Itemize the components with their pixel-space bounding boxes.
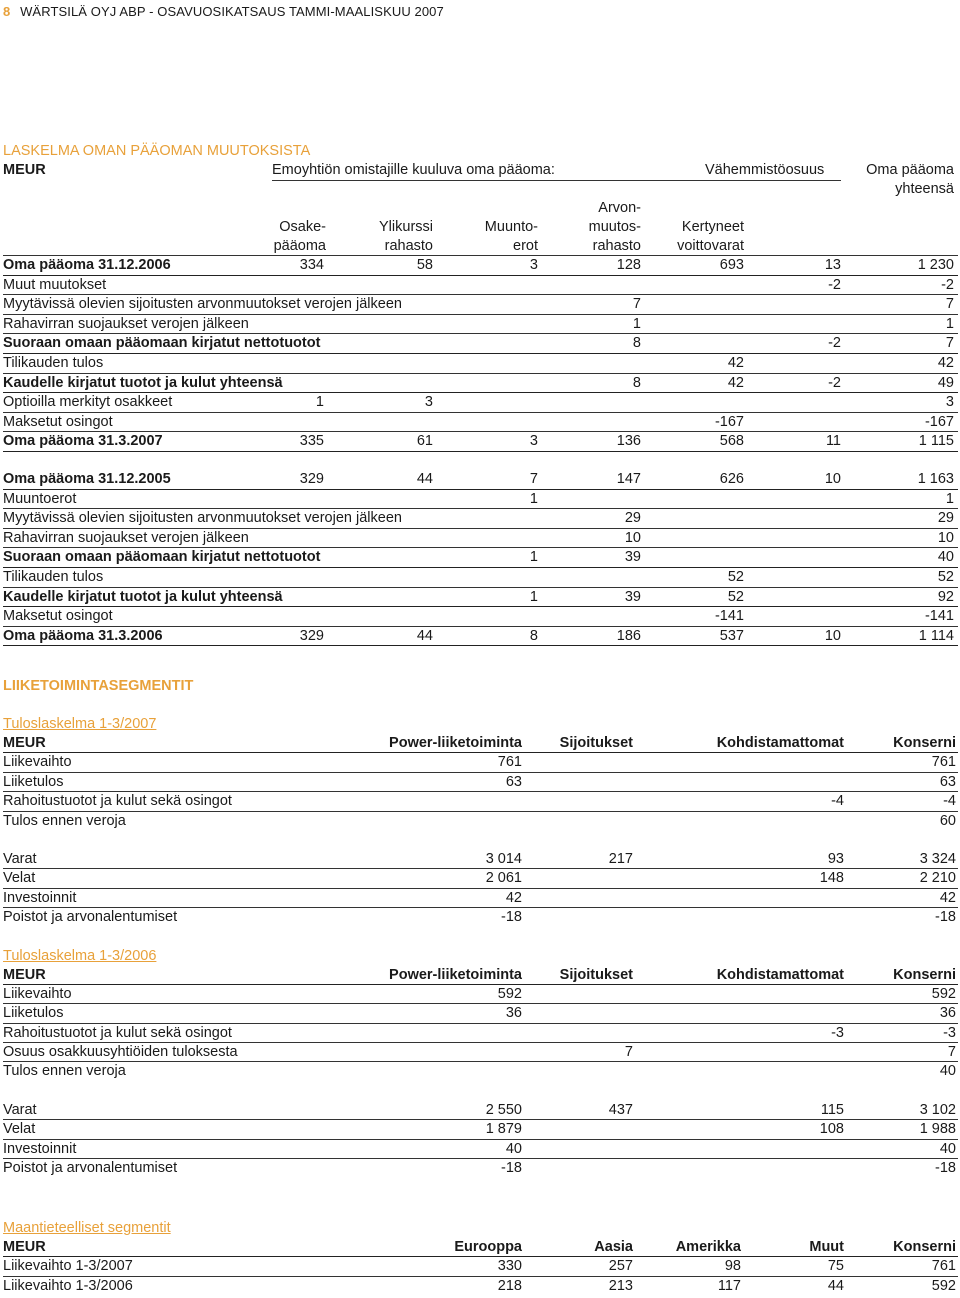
equity-row xyxy=(3,393,958,413)
equity-row xyxy=(3,354,958,374)
cell-value: 39 xyxy=(624,549,641,566)
equity-row xyxy=(3,432,958,452)
row-label: Oma pääoma 31.3.2007 xyxy=(3,433,163,450)
cell-value: -2 xyxy=(941,276,954,293)
cell-value: 8 xyxy=(529,627,538,644)
equity-row xyxy=(3,256,958,276)
cell-value: 92 xyxy=(937,588,954,605)
table-spacer xyxy=(3,696,958,715)
cell-value: -2 xyxy=(828,335,841,352)
row-label: Kaudelle kirjatut tuotot ja kulut yhteensä xyxy=(3,374,283,391)
equity-row xyxy=(3,548,958,568)
geo-subtitle: Maantieteelliset segmentit xyxy=(3,1220,171,1236)
meur-label: MEUR xyxy=(3,162,46,178)
cell-value: -18 xyxy=(935,909,956,926)
equity-title: LASKELMA OMAN PÄÄOMAN MUUTOKSISTA xyxy=(3,143,311,159)
cell-value: 537 xyxy=(719,627,744,644)
equity-row xyxy=(3,568,958,588)
segment-row xyxy=(3,812,958,831)
cell-value: 36 xyxy=(939,1005,956,1022)
meur-label: MEUR xyxy=(3,1239,46,1255)
row-label: Varat xyxy=(3,1101,37,1118)
cell-value: 108 xyxy=(819,1121,844,1138)
cell-value: 1 xyxy=(529,588,538,605)
segment-row xyxy=(3,773,958,792)
group-minority-label: Vähemmistöosuus xyxy=(705,162,825,178)
cell-value: 1 879 xyxy=(485,1121,522,1138)
column-header: Amerikka xyxy=(675,1239,741,1255)
segment-row xyxy=(3,850,958,869)
segment-row xyxy=(3,1043,958,1062)
cell-value: 40 xyxy=(939,1140,956,1157)
cell-value: -3 xyxy=(831,1024,844,1041)
row-label: Liikevaihto xyxy=(3,985,72,1002)
cell-value: 52 xyxy=(727,568,744,585)
row-label: Oma pääoma 31.3.2006 xyxy=(3,627,163,644)
col-share-capital-2: pääoma xyxy=(273,238,326,254)
cell-value: 29 xyxy=(624,510,641,527)
row-label: Oma pääoma 31.12.2005 xyxy=(3,470,171,487)
col-fair-value-3: rahasto xyxy=(592,238,641,254)
cell-value: -2 xyxy=(828,276,841,293)
cell-value: 218 xyxy=(497,1277,522,1294)
row-label: Tulos ennen veroja xyxy=(3,812,126,829)
row-label: Velat xyxy=(3,1121,36,1138)
segment-row xyxy=(3,985,958,1004)
row-label: Tilikauden tulos xyxy=(3,568,104,585)
cell-value: 1 xyxy=(945,315,954,332)
cell-value: 63 xyxy=(505,773,522,790)
row-label: Varat xyxy=(3,850,37,867)
cell-value: 1 xyxy=(529,490,538,507)
column-header: Aasia xyxy=(594,1239,633,1255)
row-label: Tulos ennen veroja xyxy=(3,1063,126,1080)
col-translation-1: Muunto- xyxy=(484,219,538,235)
meur-label: MEUR xyxy=(3,735,46,751)
segment-row xyxy=(3,908,958,927)
cell-value: -18 xyxy=(501,1160,522,1177)
cell-value: 2 210 xyxy=(919,870,956,887)
running-title: WÄRTSILÄ OYJ ABP - OSAVUOSIKATSAUS TAMMI-MAALISKUU 2007 xyxy=(20,4,444,19)
running-header xyxy=(3,4,444,19)
segment-row xyxy=(3,1024,958,1043)
equity-row xyxy=(3,334,958,354)
segment-header-row xyxy=(3,734,958,753)
equity-row xyxy=(3,529,958,549)
segment-header-row xyxy=(3,966,958,985)
meur-label: MEUR xyxy=(3,966,46,983)
equity-rows-2006 xyxy=(3,470,958,646)
cell-value: 52 xyxy=(937,568,954,585)
cell-value: 2 061 xyxy=(485,870,522,887)
row-label: Maksetut osingot xyxy=(3,413,113,430)
cell-value: 13 xyxy=(824,257,841,273)
row-label: Kaudelle kirjatut tuotot ja kulut yhteensä xyxy=(3,588,283,605)
cell-value: 3 xyxy=(529,257,538,273)
row-label: Velat xyxy=(3,870,36,887)
equity-row xyxy=(3,276,958,296)
cell-value: -167 xyxy=(714,413,744,430)
cell-value: 1 xyxy=(529,549,538,566)
cell-value: 10 xyxy=(824,470,841,487)
row-label: Tilikauden tulos xyxy=(3,354,104,371)
cell-value: 1 988 xyxy=(919,1121,956,1138)
row-label: Liikevaihto 1-3/2007 xyxy=(3,1258,133,1275)
row-label: Myytävissä olevien sijoitusten arvonmuutokset verojen jälkeen xyxy=(3,296,402,313)
segment-row xyxy=(3,1101,958,1120)
cell-value: 29 xyxy=(937,510,954,527)
equity-row xyxy=(3,470,958,490)
segment-row xyxy=(3,1159,958,1178)
section-gap xyxy=(3,452,958,470)
cell-value: 1 114 xyxy=(918,627,954,644)
cell-value: 7 xyxy=(945,296,954,313)
header-divider-minority xyxy=(705,180,841,181)
segments-title: LIIKETOIMINTASEGMENTIT xyxy=(3,678,194,694)
cell-value: -18 xyxy=(501,909,522,926)
row-label: Liiketulos xyxy=(3,1005,64,1022)
cell-value: 44 xyxy=(416,470,433,487)
cell-value: 40 xyxy=(937,549,954,566)
cell-value: 186 xyxy=(616,627,641,644)
segment-subtitle: Tuloslaskelma 1-3/2007 xyxy=(3,716,157,732)
cell-value: 257 xyxy=(608,1258,633,1275)
cell-value: 592 xyxy=(931,1277,956,1294)
equity-row xyxy=(3,607,958,627)
segment-row xyxy=(3,1140,958,1159)
cell-value: 11 xyxy=(825,433,841,450)
cell-value: 437 xyxy=(608,1101,633,1118)
cell-value: 36 xyxy=(505,1005,522,1022)
col-retained-1: Kertyneet xyxy=(681,219,744,235)
column-header: Power-liiketoiminta xyxy=(389,735,522,751)
equity-statement xyxy=(3,142,958,646)
col-fair-value-2: muutos- xyxy=(588,219,641,235)
cell-value: 117 xyxy=(717,1277,741,1294)
row-label: Liikevaihto xyxy=(3,754,72,771)
equity-row xyxy=(3,315,958,335)
row-label: Investoinnit xyxy=(3,1140,77,1157)
col-share-premium-1: Ylikurssi xyxy=(379,219,433,235)
geo-row xyxy=(3,1277,958,1296)
cell-value: 330 xyxy=(497,1258,522,1275)
cell-value: 75 xyxy=(827,1258,844,1275)
column-header: Sijoitukset xyxy=(559,966,633,983)
cell-value: -3 xyxy=(943,1024,956,1041)
equity-row xyxy=(3,295,958,315)
column-header: Sijoitukset xyxy=(559,735,633,751)
cell-value: 3 xyxy=(424,394,433,411)
col-translation-2: erot xyxy=(513,238,538,254)
page-number: 8 xyxy=(3,4,11,19)
cell-value: 7 xyxy=(624,1044,633,1061)
cell-value: 568 xyxy=(719,433,744,450)
cell-value: 761 xyxy=(497,754,522,771)
column-header: Kohdistamattomat xyxy=(716,966,844,983)
cell-value: 40 xyxy=(939,1063,956,1080)
cell-value: 213 xyxy=(608,1277,633,1294)
cell-value: -141 xyxy=(714,608,744,625)
cell-value: 115 xyxy=(820,1101,844,1118)
cell-value: 7 xyxy=(945,335,954,352)
column-header: Konserni xyxy=(893,966,956,983)
cell-value: -141 xyxy=(924,608,954,625)
row-label: Liiketulos xyxy=(3,773,64,790)
equity-row xyxy=(3,413,958,433)
segment-row xyxy=(3,889,958,908)
equity-header xyxy=(3,161,958,256)
col-retained-2: voittovarat xyxy=(677,238,744,254)
cell-value: 147 xyxy=(616,470,641,487)
segment-tables xyxy=(3,696,958,1178)
equity-row xyxy=(3,374,958,394)
cell-value: 7 xyxy=(947,1044,956,1061)
cell-value: 39 xyxy=(624,588,641,605)
column-header: Konserni xyxy=(893,735,956,751)
row-label: Optioilla merkityt osakkeet xyxy=(3,394,173,411)
row-label: Osuus osakkuusyhtiöiden tuloksesta xyxy=(3,1044,238,1061)
cell-value: 63 xyxy=(939,773,956,790)
cell-value: 10 xyxy=(937,529,954,546)
cell-value: -167 xyxy=(924,413,954,430)
header-divider-parent xyxy=(272,180,744,181)
cell-value: 335 xyxy=(299,433,324,450)
geo-table xyxy=(3,1238,958,1296)
cell-value: -2 xyxy=(828,374,841,391)
cell-value: 148 xyxy=(819,870,844,887)
cell-value: 3 102 xyxy=(919,1101,956,1118)
segment-reporting xyxy=(3,677,958,1178)
cell-value: 1 xyxy=(945,490,954,507)
cell-value: 1 115 xyxy=(918,433,954,450)
segment-subtitle: Tuloslaskelma 1-3/2006 xyxy=(3,947,157,964)
cell-value: 44 xyxy=(827,1277,844,1294)
cell-value: 592 xyxy=(931,985,956,1002)
row-label: Rahavirran suojaukset verojen jälkeen xyxy=(3,529,249,546)
cell-value: 217 xyxy=(608,850,633,867)
equity-row xyxy=(3,627,958,647)
row-label: Oma pääoma 31.12.2006 xyxy=(3,257,171,273)
cell-value: 329 xyxy=(299,627,324,644)
cell-value: 8 xyxy=(632,374,641,391)
row-label: Investoinnit xyxy=(3,889,77,906)
column-header: Konserni xyxy=(893,1239,956,1255)
column-header: Power-liiketoiminta xyxy=(389,966,522,983)
equity-row xyxy=(3,588,958,608)
cell-value: 40 xyxy=(505,1140,522,1157)
segment-row xyxy=(3,1004,958,1023)
cell-value: 693 xyxy=(719,257,744,273)
cell-value: 42 xyxy=(937,354,954,371)
col-fair-value-1: Arvon- xyxy=(598,200,641,216)
equity-row xyxy=(3,509,958,529)
row-label: Rahavirran suojaukset verojen jälkeen xyxy=(3,315,249,332)
segment-row xyxy=(3,1062,958,1081)
cell-value: 592 xyxy=(497,985,522,1002)
segment-row xyxy=(3,792,958,811)
cell-value: 8 xyxy=(632,335,641,352)
cell-value: 1 230 xyxy=(917,257,954,273)
cell-value: 1 xyxy=(632,315,641,332)
cell-value: 93 xyxy=(827,850,844,867)
geo-header-row xyxy=(3,1238,958,1257)
cell-value: -18 xyxy=(935,1160,956,1177)
row-label: Suoraan omaan pääomaan kirjatut nettotuotot xyxy=(3,335,321,352)
row-label: Rahoitustuotot ja kulut sekä osingot xyxy=(3,793,232,810)
cell-value: 7 xyxy=(529,470,538,487)
cell-value: 761 xyxy=(931,1258,956,1275)
row-label: Poistot ja arvonalentumiset xyxy=(3,909,178,926)
row-label: Muut muutokset xyxy=(3,276,107,293)
row-label: Poistot ja arvonalentumiset xyxy=(3,1160,178,1177)
geographical-segments xyxy=(3,1219,958,1296)
segment-row xyxy=(3,1120,958,1139)
cell-value: 42 xyxy=(727,354,744,371)
col-share-capital-1: Osake- xyxy=(279,219,326,235)
segment-row xyxy=(3,753,958,772)
table-spacer xyxy=(3,928,958,947)
equity-rows-2007 xyxy=(3,256,958,452)
row-label: Suoraan omaan pääomaan kirjatut nettotuotot xyxy=(3,549,321,566)
cell-value: 128 xyxy=(616,257,641,273)
row-label: Liikevaihto 1-3/2006 xyxy=(3,1277,133,1294)
cell-value: 1 xyxy=(315,394,324,411)
group-total-label-1: Oma pääoma xyxy=(866,162,954,178)
cell-value: 3 324 xyxy=(919,850,956,867)
row-label: Maksetut osingot xyxy=(3,608,113,625)
cell-value: 60 xyxy=(939,812,956,829)
group-total-label-2: yhteensä xyxy=(895,181,954,197)
cell-value: 44 xyxy=(416,627,433,644)
column-header: Kohdistamattomat xyxy=(716,735,844,751)
cell-value: 42 xyxy=(939,889,956,906)
cell-value: -4 xyxy=(831,793,844,810)
row-label: Rahoitustuotot ja kulut sekä osingot xyxy=(3,1024,232,1041)
cell-value: 3 xyxy=(529,433,538,450)
group-parent-label: Emoyhtiön omistajille kuuluva oma pääoma: xyxy=(272,162,555,178)
geo-row xyxy=(3,1257,958,1276)
cell-value: 3 xyxy=(945,394,954,411)
cell-value: 42 xyxy=(505,889,522,906)
cell-value: 49 xyxy=(937,374,954,391)
cell-value: 52 xyxy=(727,588,744,605)
equity-row xyxy=(3,490,958,510)
cell-value: -4 xyxy=(943,793,956,810)
cell-value: 136 xyxy=(616,433,641,450)
row-gap xyxy=(3,1082,958,1101)
column-header: Muut xyxy=(809,1239,844,1255)
col-share-premium-2: rahasto xyxy=(384,238,433,254)
cell-value: 2 550 xyxy=(485,1101,522,1118)
cell-value: 7 xyxy=(632,296,641,313)
row-gap xyxy=(3,831,958,850)
cell-value: 761 xyxy=(931,754,956,771)
cell-value: 329 xyxy=(299,470,324,487)
cell-value: 334 xyxy=(299,257,324,273)
row-label: Myytävissä olevien sijoitusten arvonmuutokset verojen jälkeen xyxy=(3,510,402,527)
cell-value: 1 163 xyxy=(917,470,954,487)
cell-value: 626 xyxy=(719,470,744,487)
cell-value: 3 014 xyxy=(485,850,522,867)
cell-value: 61 xyxy=(416,433,433,450)
cell-value: 10 xyxy=(624,529,641,546)
cell-value: 42 xyxy=(727,374,744,391)
row-label: Muuntoerot xyxy=(3,490,77,507)
cell-value: 10 xyxy=(824,627,841,644)
column-header: Eurooppa xyxy=(454,1239,522,1255)
cell-value: 98 xyxy=(724,1258,741,1275)
cell-value: 58 xyxy=(416,257,433,273)
segment-row xyxy=(3,869,958,888)
